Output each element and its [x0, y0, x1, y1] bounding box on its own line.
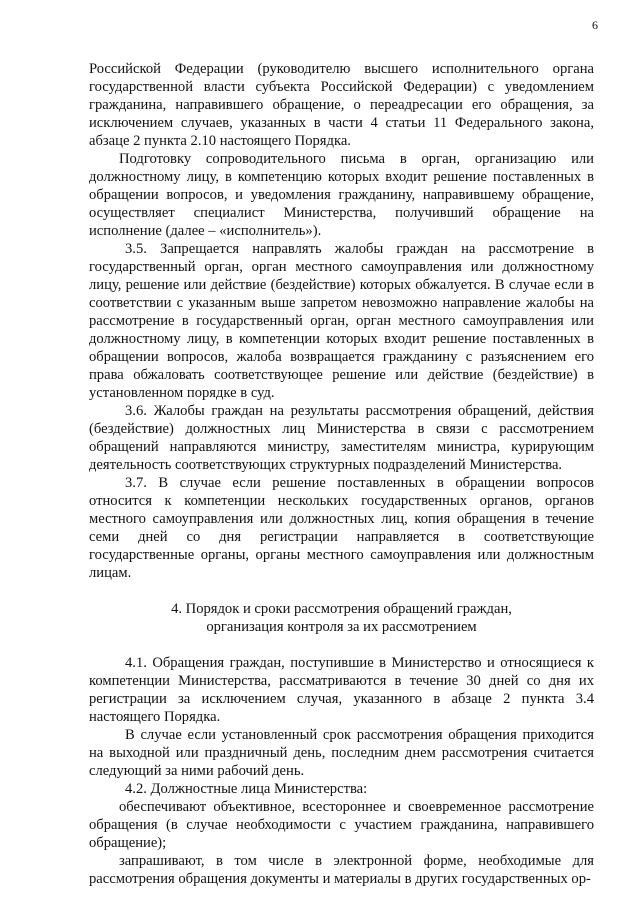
- paragraph-request-documents: запрашивают, в том числе в электронной форме, необходимые для рассмотрения обращения документы и материалы в других государственных ор-: [89, 853, 594, 887]
- paragraph-cover-letter: Подготовку сопроводительного письма в орган, организацию или должностному лицу, в компетенцию которых входит решение поставленных в обращении вопросов, и уведомления гражданину, направившему обращение, осуществляет специалист Министерства, получивший обращение на исполнение (далее – «исполнитель»).: [89, 151, 594, 239]
- paragraph-deadline-holiday: В случае если установленный срок рассмотрения обращения приходится на выходной или праздничный день, последним днем рассмотрения считается следующий за ними рабочий день.: [89, 727, 594, 779]
- section-heading-line-1: 4. Порядок и сроки рассмотрения обращений граждан,: [171, 601, 512, 617]
- paragraph-4-1: 4.1. Обращения граждан, поступившие в Министерство и относящиеся к компетенции Министерства, рассматриваются в течение 30 дней со дня их регистрации за исключением случая, указанного в абзаце 2 пункта 3.4 настоящего Порядка.: [89, 655, 594, 725]
- page-number: 6: [592, 18, 598, 32]
- paragraph-4-2: 4.2. Должностные лица Министерства:: [125, 781, 368, 797]
- section-heading: [89, 600, 594, 636]
- document-body: [89, 60, 594, 888]
- paragraph-3-6: 3.6. Жалобы граждан на результаты рассмотрения обращений, действия (бездействие) должностных лиц Министерства в связи с рассмотрением обращений направляются министру, заместителям министра, курирующим деятельность соответствующих структурных подразделений Министерства.: [89, 403, 594, 473]
- paragraph-3-5: 3.5. Запрещается направлять жалобы граждан на рассмотрение в государственный орган, орган местного самоуправления или должностному лицу, решение или действие (бездействие) которых обжалуется. В случае если в соответствии с указанным выше запретом невозможно направление жалобы на рассмотрение в государственный орган, орган местного самоуправления или должностному лицу, в компетенции которых входит решение поставленных в обращении вопросов, жалоба возвращается гражданину с разъяснением его права обжаловать соответствующее решение или действие (бездействие) в установленном порядке в суд.: [89, 241, 594, 401]
- paragraph-ensure-review: обеспечивают объективное, всестороннее и своевременное рассмотрение обращения (в случае необходимости с участием гражданина, направившего обращение);: [89, 799, 594, 851]
- section-heading-line-2: организация контроля за их рассмотрением: [206, 619, 477, 635]
- paragraph-continuation: Российской Федерации (руководителю высшего исполнительного органа государственной власти субъекта Российской Федерации) с уведомлением гражданина, направившего обращение, о переадресации его обращения, за исключением случаев, указанных в части 4 статьи 11 Федерального закона, абзаце 2 пункта 2.10 настоящего Порядка.: [89, 61, 594, 149]
- paragraph-3-7: 3.7. В случае если решение поставленных в обращении вопросов относится к компетенции нескольких государственных органов, органов местного самоуправления или должностных лиц, копия обращения в течение семи дней со дня регистрации направляется в соответствующие государственные органы, органы местного самоуправления или должностным лицам.: [89, 475, 594, 581]
